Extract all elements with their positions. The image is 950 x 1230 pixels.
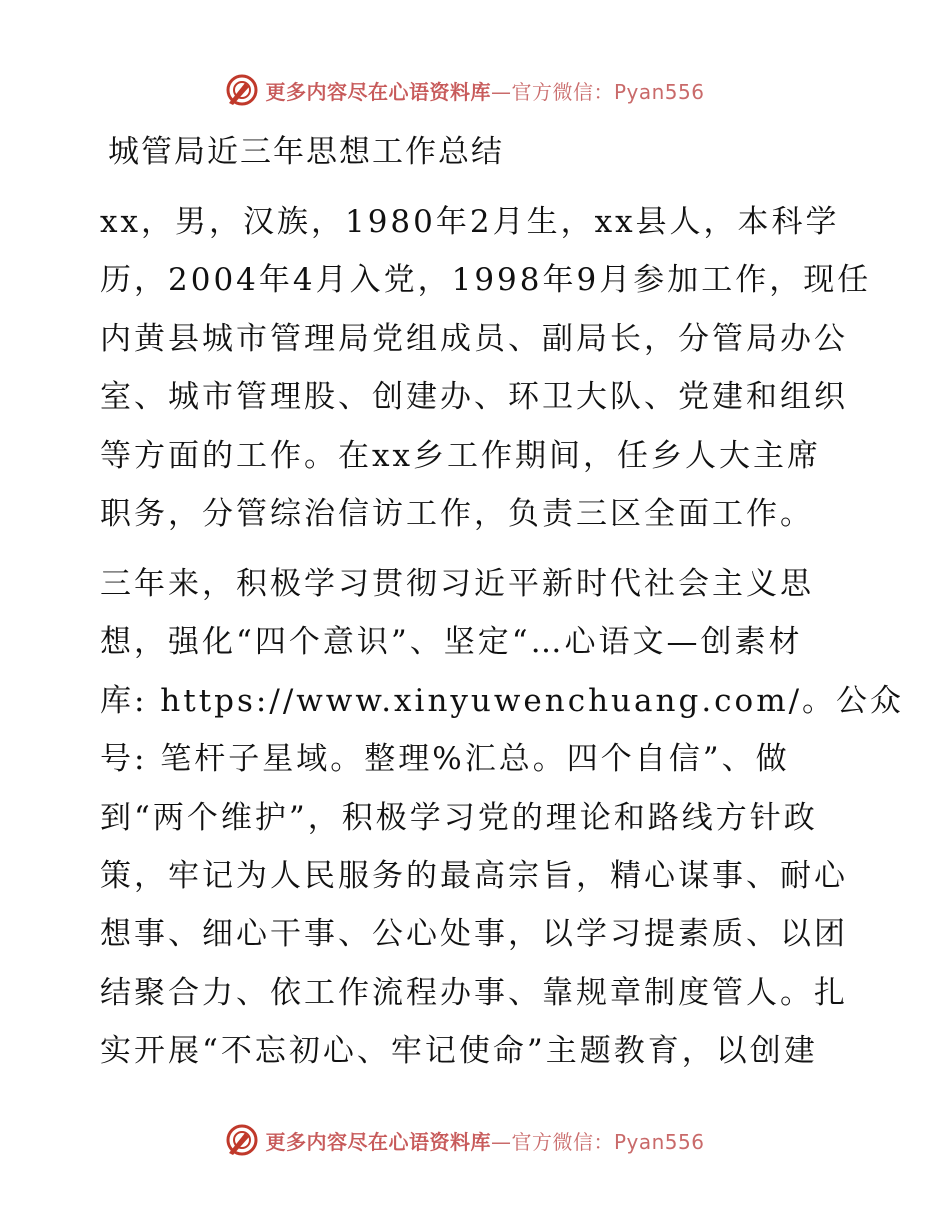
text-line: 结聚合力、依工作流程办事、靠规章制度管人。扎 [100, 974, 848, 1011]
header-banner [0, 70, 950, 110]
text-line: 三年来，积极学习贯彻习近平新时代社会主义思 [100, 566, 814, 602]
banner-rest-text: —官方微信：Pyan556 [490, 79, 705, 104]
text-line: 号: 笔杆子星域。整理%汇总。四个自信”、做 [100, 741, 790, 778]
pen-logo-icon [225, 73, 259, 107]
text-line: 策，牢记为人民服务的最高宗旨，精心谋事、耐心 [100, 857, 848, 894]
text-line: 等方面的工作。在xx乡工作期间，任乡人大主席 [100, 437, 821, 474]
text-line: 职务，分管综治信访工作，负责三区全面工作。 [100, 495, 814, 532]
text-line: xx，男，汉族，1980年2月生，xx县人，本科学 [100, 204, 840, 240]
text-line: 历，2004年4月入党，1998年9月参加工作，现任 [100, 262, 872, 299]
text-line: 到“两个维护”，积极学习党的理论和路线方针政 [100, 799, 818, 836]
document-title: 城管局近三年思想工作总结 [108, 134, 504, 170]
text-line: 库: https://www.xinyuwenchuang.com/。公众 [100, 682, 905, 719]
text-line: 室、城市管理股、创建办、环卫大队、党建和组织 [100, 379, 848, 416]
text-line: 想，强化“四个意识”、坚定“…心语文—创素材 [100, 624, 803, 661]
paragraph-1 [100, 193, 872, 543]
pen-logo-icon [225, 1123, 259, 1157]
banner-bold-text: 更多内容尽在心语资料库 [265, 1129, 491, 1154]
banner-bold-text: 更多内容尽在心语资料库 [265, 79, 491, 104]
text-line: 想事、细心干事、公心处事，以学习提素质、以团 [100, 916, 848, 953]
text-line: 实开展“不忘初心、牢记使命”主题教育，以创建 [100, 1033, 818, 1070]
footer-banner [0, 1120, 950, 1160]
banner-rest-text: —官方微信：Pyan556 [490, 1129, 705, 1154]
paragraph-2 [100, 555, 905, 1081]
text-line: 内黄县城市管理局党组成员、副局长，分管局办公 [100, 320, 848, 357]
